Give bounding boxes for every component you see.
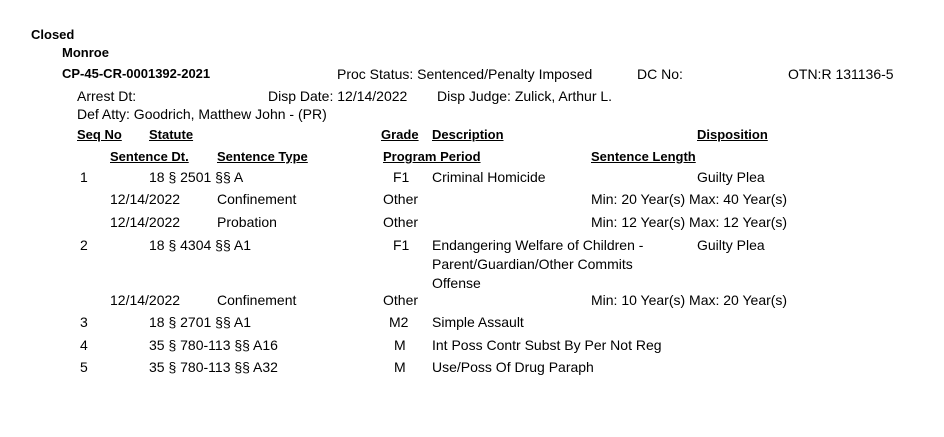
sentence-length: Min: 20 Year(s) Max: 40 Year(s)	[591, 191, 788, 207]
charge-statute: 18 § 2701 §§ A1	[149, 314, 251, 330]
charge-description: Endangering Welfare of Children - Parent/Guardian/Other Commits Offense	[432, 237, 644, 291]
charge-statute: 35 § 780-113 §§ A16	[149, 337, 278, 353]
sentence-type: Confinement	[217, 292, 297, 308]
charge-statute: 35 § 780-113 §§ A32	[149, 359, 278, 375]
charge-seq: 5	[80, 359, 88, 375]
sentence-type: Confinement	[217, 191, 297, 207]
charge-grade: F1	[393, 237, 410, 253]
charge-grade: M2	[389, 314, 409, 330]
sentence-date: 12/14/2022	[110, 292, 181, 308]
header-program-period: Program Period	[383, 149, 481, 164]
header-grade: Grade	[381, 127, 419, 142]
charge-seq: 2	[80, 237, 88, 253]
charge-grade: F1	[393, 169, 410, 185]
defense-attorney: Def Atty: Goodrich, Matthew John - (PR)	[77, 106, 327, 122]
charge-disposition: Guilty Plea	[697, 237, 765, 253]
header-sentence-length: Sentence Length	[591, 149, 696, 164]
header-disposition: Disposition	[697, 127, 768, 142]
header-sentence-type: Sentence Type	[217, 149, 308, 164]
sentence-length: Min: 12 Year(s) Max: 12 Year(s)	[591, 214, 788, 230]
charge-seq: 1	[80, 169, 88, 185]
header-description: Description	[432, 127, 504, 142]
charge-description: Criminal Homicide	[432, 169, 546, 185]
charge-description: Simple Assault	[432, 314, 524, 330]
charge-description: Use/Poss Of Drug Paraph	[432, 359, 594, 375]
charge-statute: 18 § 2501 §§ A	[149, 169, 244, 185]
charge-grade: M	[394, 337, 406, 353]
otn: OTN:R 131136-5	[788, 66, 894, 82]
charge-disposition: Guilty Plea	[697, 169, 765, 185]
header-statute: Statute	[149, 127, 194, 142]
sentence-length: Min: 10 Year(s) Max: 20 Year(s)	[591, 292, 788, 308]
arrest-date: Arrest Dt:	[77, 88, 137, 104]
program-period: Other	[383, 191, 419, 207]
charge-seq: 3	[80, 314, 88, 330]
charge-seq: 4	[80, 337, 88, 353]
sentence-date: 12/14/2022	[110, 191, 181, 207]
program-period: Other	[383, 214, 419, 230]
dc-no: DC No:	[637, 66, 683, 82]
proc-status: Proc Status: Sentenced/Penalty Imposed	[337, 66, 593, 82]
header-sentence-date: Sentence Dt.	[110, 149, 189, 164]
header-seq-no: Seq No	[77, 127, 122, 142]
program-period: Other	[383, 292, 419, 308]
section-title: Closed	[31, 27, 75, 42]
charge-description: Int Poss Contr Subst By Per Not Reg	[432, 337, 662, 353]
disposition-judge: Disp Judge: Zulick, Arthur L.	[437, 88, 613, 104]
sentence-type: Probation	[217, 214, 277, 230]
disposition-date: Disp Date: 12/14/2022	[268, 88, 408, 104]
charge-statute: 18 § 4304 §§ A1	[149, 237, 251, 253]
case-number: CP-45-CR-0001392-2021	[62, 66, 211, 81]
charge-grade: M	[394, 359, 406, 375]
county-name: Monroe	[62, 45, 109, 60]
sentence-date: 12/14/2022	[110, 214, 181, 230]
